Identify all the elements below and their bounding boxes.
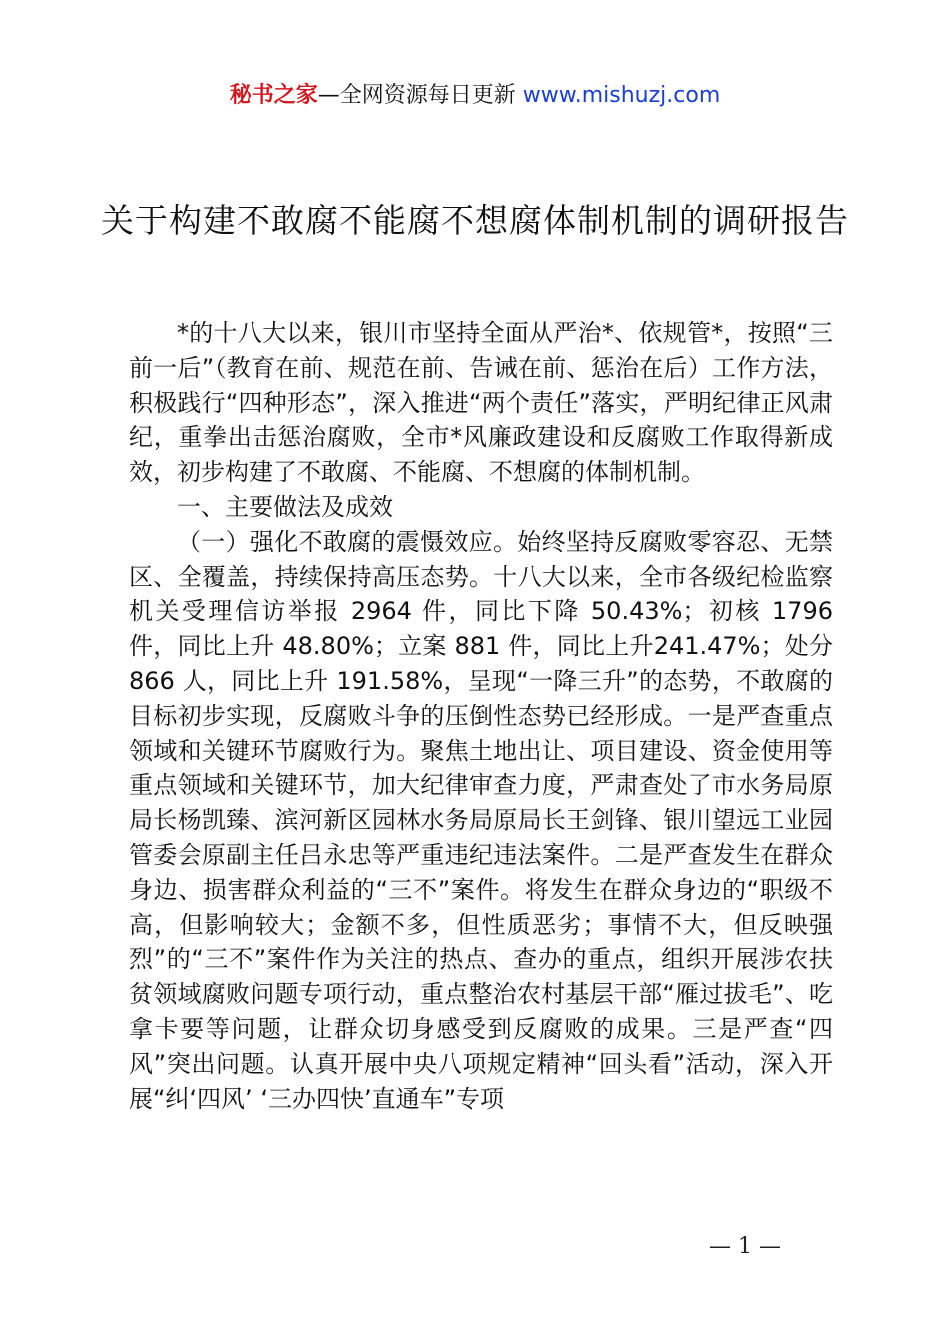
section-heading: 一、主要做法及成效 xyxy=(177,492,393,521)
site-brand: 秘书之家 xyxy=(229,83,318,108)
site-slogan: —全网资源每日更新 xyxy=(317,83,523,108)
site-url-link[interactable]: www.mishuzj.com xyxy=(522,83,721,108)
body-paragraph: （一）强化不敢腐的震慑效应。始终坚持反腐败零容忍、无禁区、全覆盖，持续保持高压态势。十八大以来，全市各级纪检监察机关受理信访举报 2964 件，同比下降 50.43%；初核 1796 件，同比上升 48.80%；立案 881 件，同比上升241.47%；处分 866 人，同比上升 191.58%，呈现“一降三升”的态势，不敢腐的目标初步实现，反腐败斗争的压倒性态势已经形成。一是严查重点领域和关键环节腐败行为。聚焦土地出让、项目建设、资金使用等重点领域和关键环节，加大纪律审查力度，严肃查处了市水务局原局长杨凯臻、滨河新区园林水务局原局长王剑锋、银川望远工业园管委会原副主任吕永忠等严重违纪违法案件。二是严查发生在群众身边、损害群众利益的“三不”案件。将发生在群众身边的“职级不高，但影响较大；金额不多，但性质恶劣；事情不大，但反映强烈”的“三不”案件作为关注的热点、查办的重点，组织开展涉农扶贫领域腐败问题专项行动，重点整治农村基层干部“雁过拔毛”、吃拿卡要等问题，让群众切身感受到反腐败的成果。三是严查“四风”突出问题。认真开展中央八项规定精神“回头看”活动，深入开展“纠‘四风’ ‘三办四快’直通车”专项 xyxy=(129,527,833,1113)
site-header xyxy=(0,78,950,114)
document-title: 关于构建不敢腐不能腐不想腐体制机制的调研报告 xyxy=(101,201,849,240)
intro-paragraph: *的十八大以来，银川市坚持全面从严治*、依规管*，按照“三前一后”（教育在前、规范在前、告诫在前、惩治在后）工作方法，积极践行“四种形态”，深入推进“两个责任”落实，严明纪律正风肃纪，重拳出击惩治腐败，全市*风廉政建设和反腐败工作取得新成效，初步构建了不敢腐、不能腐、不想腐的体制机制。 xyxy=(129,319,833,487)
document-body xyxy=(129,316,833,1116)
page-number: — 1 — xyxy=(709,1234,781,1259)
